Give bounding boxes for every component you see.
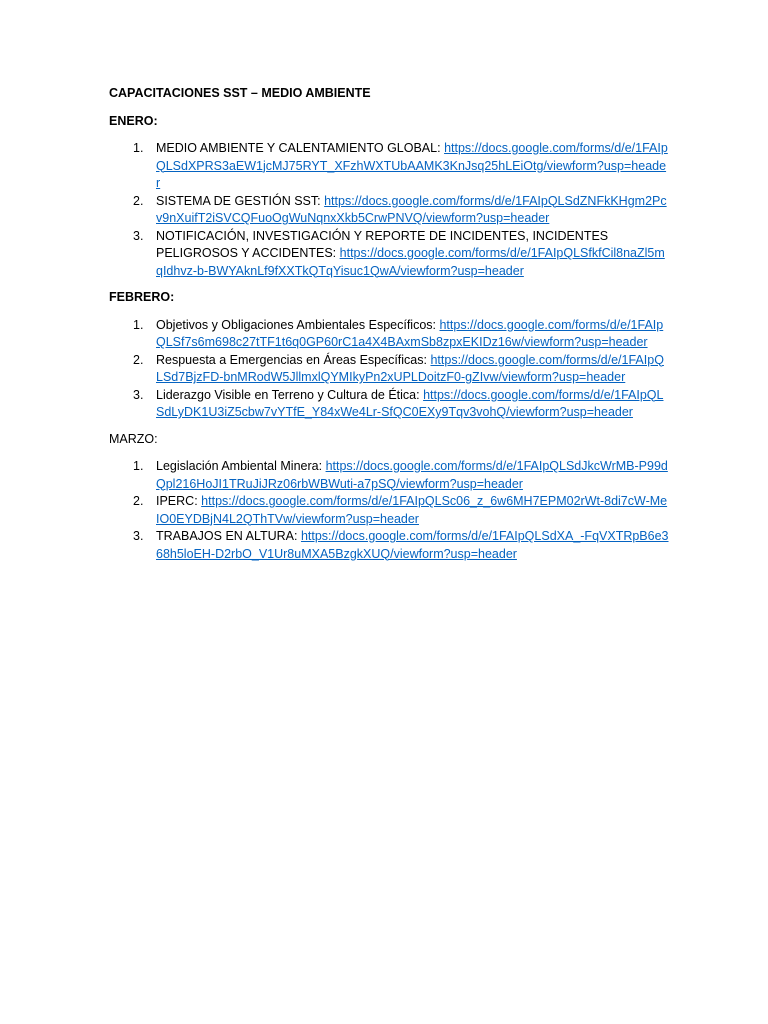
list-number: 2. [133, 352, 144, 367]
list-item [109, 352, 669, 387]
list-number: 3. [133, 228, 144, 243]
month-heading-febrero: FEBRERO: [109, 290, 175, 304]
list-item [109, 140, 669, 193]
list-number: 1. [133, 141, 144, 155]
list-item [109, 387, 669, 422]
document-title: CAPACITACIONES SST – MEDIO AMBIENTE [109, 86, 371, 100]
form-link[interactable]: https://docs.google.com/forms/d/e/1FAIpQLSdLyDK1U3iZ5cbw7vYTfE_Y84xWe4Lr-SfQC0EXy9Tqv3vohQ/viewform?usp=header [156, 387, 664, 419]
list-number: 1. [133, 317, 144, 332]
form-link[interactable]: https://docs.google.com/forms/d/e/1FAIpQLSdJkcWrMB-P99dQpl216HoJI1TRuJiJRz06rbWBWuti-a7pSQ/viewform?usp=header [156, 459, 668, 491]
list-item [109, 493, 669, 528]
list-number: 3. [133, 387, 144, 402]
list-number: 2. [133, 193, 144, 208]
form-link[interactable]: https://docs.google.com/forms/d/e/1FAIpQLSdZNFkKHgm2Pcv9nXuifT2iSVCQFuoOgWuNqnxXkb5CrwPNVQ/viewform?usp=header [156, 193, 667, 225]
document-body [109, 85, 669, 572]
list-item [109, 193, 669, 228]
training-label: TRABAJOS EN ALTURA: [156, 529, 298, 543]
training-label: Respuesta a Emergencias en Áreas Específicas: [156, 352, 427, 367]
list-item [109, 458, 669, 493]
training-label: NOTIFICACIÓN, INVESTIGACIÓN Y REPORTE DE INCIDENTES, INCIDENTES PELIGROSOS Y ACCIDENTES: [156, 228, 609, 260]
training-label: IPERC: [156, 494, 198, 508]
training-label: SISTEMA DE GESTIÓN SST: [156, 193, 321, 208]
training-label: Legislación Ambiental Minera: [156, 459, 323, 473]
training-label: MEDIO AMBIENTE Y CALENTAMIENTO GLOBAL: [156, 141, 441, 155]
form-link[interactable]: https://docs.google.com/forms/d/e/1FAIpQLSdXA_-FqVXTRpB6e368h5loEH-D2rbO_V1Ur8uMXA5BzgkXUQ/viewform?usp=header [156, 529, 669, 561]
list-item [109, 228, 669, 281]
month-heading-enero: ENERO: [109, 113, 158, 128]
month-heading-marzo: MARZO: [109, 431, 158, 446]
form-link[interactable]: https://docs.google.com/forms/d/e/1FAIpQLSfkfCil8naZl5mqIdhvz-b-BWYAknLf9fXXTkQTqYisuc1QwA/viewform?usp=header [156, 246, 665, 278]
list-item [109, 317, 669, 352]
form-link[interactable]: https://docs.google.com/forms/d/e/1FAIpQLSd7BjzFD-bnMRodW5JllmxlQYMIkyPn2xUPLDoitzF0-gZIvw/viewform?usp=header [156, 352, 664, 384]
form-link[interactable]: https://docs.google.com/forms/d/e/1FAIpQLSc06_z_6w6MH7EPM02rWt-8di7cW-MeIO0EYDBjN4L2QThTVw/viewform?usp=header [156, 494, 668, 526]
list-number: 3. [133, 529, 144, 543]
training-list-marzo [109, 458, 669, 563]
training-label: Objetivos y Obligaciones Ambientales Específicos: [156, 317, 436, 332]
form-link[interactable]: https://docs.google.com/forms/d/e/1FAIpQLSdXPRS3aEW1jcMJ75RYT_XFzhWXTUbAAMK3KnJsq25hLEiOtg/viewform?usp=header [156, 141, 668, 190]
form-link[interactable]: https://docs.google.com/forms/d/e/1FAIpQLSf7s6m698c27tTF1t6q0GP60rC1a4X4BAxmSb8zpxEKIDz16w/viewform?usp=header [156, 317, 664, 349]
training-list-febrero [109, 317, 669, 422]
list-item [109, 528, 669, 563]
training-list-enero [109, 140, 669, 280]
list-number: 1. [133, 459, 144, 473]
list-number: 2. [133, 494, 144, 508]
training-label: Liderazgo Visible en Terreno y Cultura de Ética: [156, 387, 420, 402]
